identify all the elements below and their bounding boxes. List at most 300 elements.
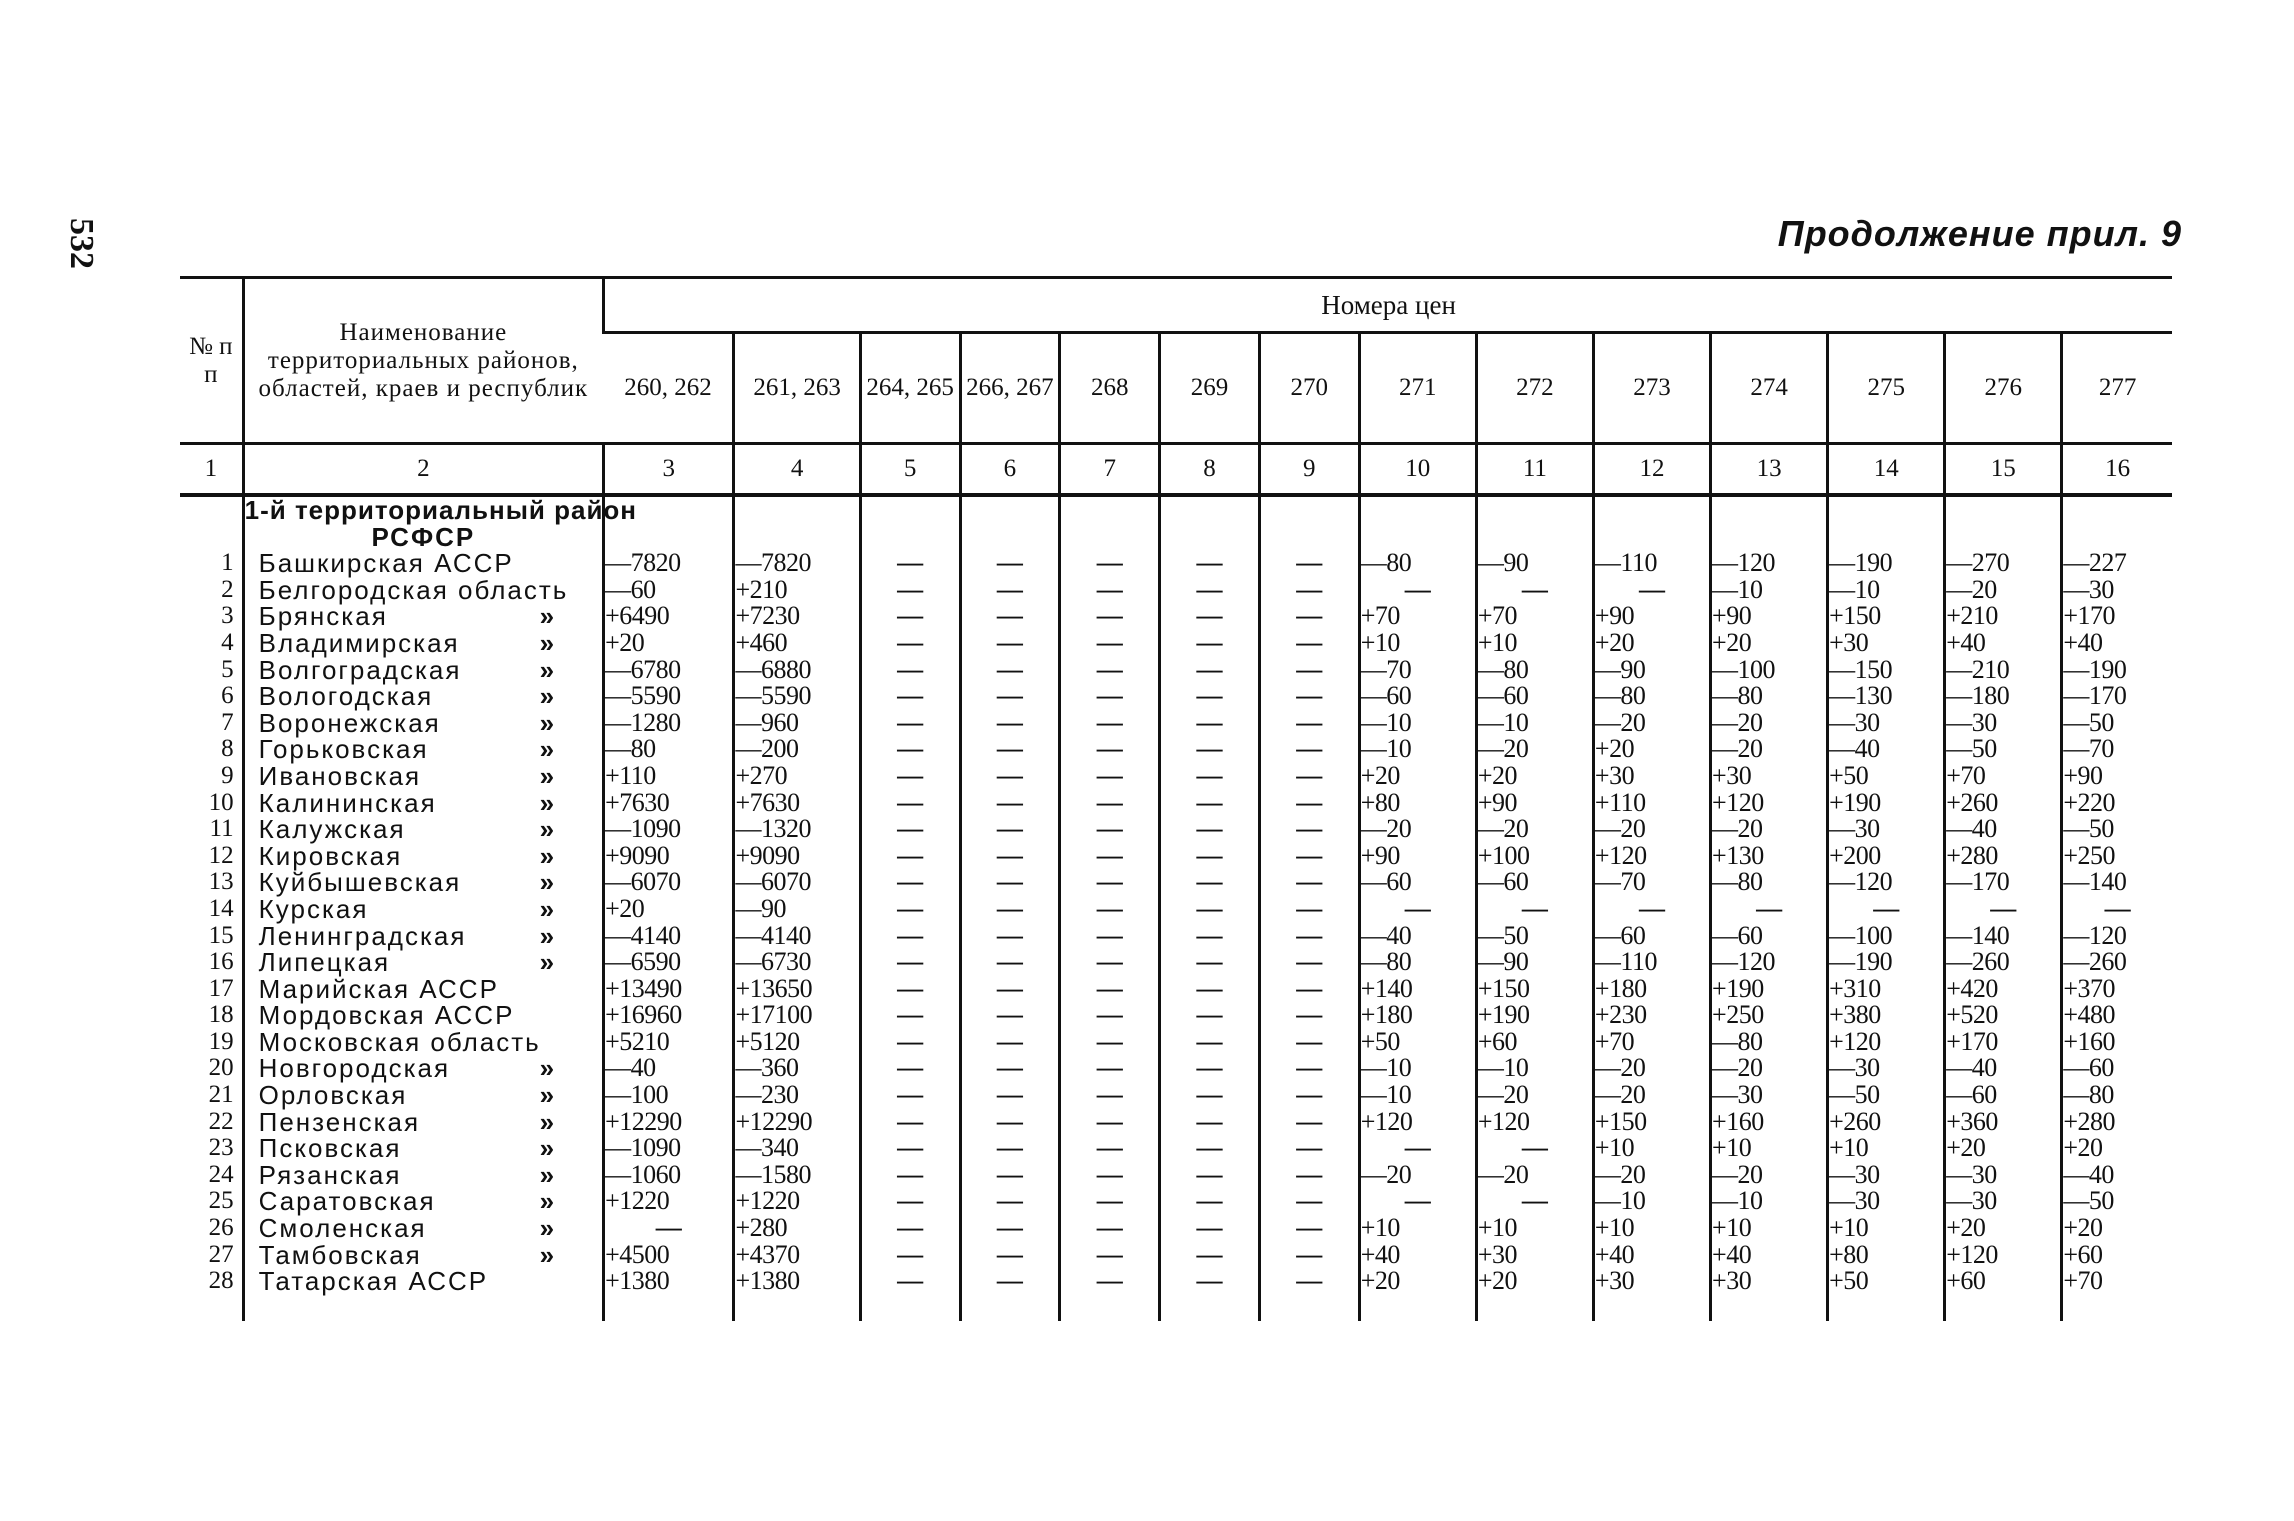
ditto-mark: » [539, 1159, 555, 1190]
territory-name-cell [243, 1002, 603, 1029]
price-value-cell: +4500 [604, 1242, 734, 1269]
price-value-cell: +70 [1593, 1029, 1710, 1056]
column-number-header: 4 [734, 444, 860, 496]
price-value-cell: +160 [2062, 1029, 2172, 1056]
price-value-cell: —80 [1711, 1029, 1828, 1056]
price-value-cell: +10 [1476, 630, 1593, 657]
territory-name: Тамбовская [258, 1239, 422, 1270]
price-value-cell: +310 [1828, 976, 1945, 1003]
ditto-mark: » [539, 734, 555, 765]
price-value-cell: — [1359, 896, 1476, 923]
price-value-cell: —170 [2062, 683, 2172, 710]
row-number: 10 [208, 788, 234, 816]
territory-name: Рязанская [258, 1159, 402, 1190]
price-value-cell: —80 [604, 736, 734, 763]
price-value-cell: — [1060, 710, 1160, 737]
price-value-cell: — [1160, 683, 1260, 710]
price-value-cell: —1090 [604, 816, 734, 843]
price-value-cell: — [1945, 896, 2062, 923]
price-value-cell: — [1160, 843, 1260, 870]
price-value-cell: — [1259, 896, 1359, 923]
price-value-cell: +40 [1711, 1242, 1828, 1269]
price-value-cell: — [1259, 603, 1359, 630]
price-value-cell: +10 [1828, 1215, 1945, 1242]
price-value-cell: — [860, 1082, 960, 1109]
table-row [180, 1162, 2172, 1189]
price-value-cell: — [1476, 1188, 1593, 1215]
price-value-cell: — [960, 1162, 1060, 1189]
price-value-cell: —50 [1828, 1082, 1945, 1109]
price-code-header: 276 [1945, 333, 2062, 444]
price-code-header: 261, 263 [734, 333, 860, 444]
row-number: 1 [221, 549, 234, 577]
table-row [180, 790, 2172, 817]
price-value-cell: —40 [1945, 1055, 2062, 1082]
price-value-cell: — [1160, 603, 1260, 630]
price-value-cell: — [1160, 1188, 1260, 1215]
price-value-cell: —1090 [604, 1135, 734, 1162]
row-number: 16 [208, 948, 234, 976]
price-value-cell: +9090 [604, 843, 734, 870]
price-value-cell: —60 [1359, 869, 1476, 896]
price-value-cell: — [1259, 843, 1359, 870]
price-value-cell: — [1160, 790, 1260, 817]
column-number-header: 1 [180, 444, 243, 496]
table-row [180, 976, 2172, 1003]
price-numbers-header: Номера цен [604, 278, 2172, 333]
territory-name: Ивановская [258, 760, 422, 791]
territory-name-cell [243, 816, 603, 843]
price-code-header: 272 [1476, 333, 1593, 444]
row-number: 22 [208, 1107, 234, 1135]
price-code-header: 260, 262 [604, 333, 734, 444]
row-number: 25 [208, 1187, 234, 1215]
territory-name-cell [243, 603, 603, 630]
price-value-cell: — [1259, 657, 1359, 684]
price-value-cell: — [1160, 1215, 1260, 1242]
territory-name-cell [243, 574, 603, 605]
column-number-header: 13 [1711, 444, 1828, 496]
price-code-header: 266, 267 [960, 333, 1060, 444]
row-number: 19 [208, 1027, 234, 1055]
price-value-cell: —4140 [734, 923, 860, 950]
price-value-cell: —110 [1593, 949, 1710, 976]
price-value-cell: — [860, 1242, 960, 1269]
price-value-cell: +150 [1476, 976, 1593, 1003]
price-value-cell: +4370 [734, 1242, 860, 1269]
territory-name-cell [243, 893, 603, 924]
price-value-cell: — [960, 1268, 1060, 1295]
price-value-cell: — [960, 763, 1060, 790]
ditto-mark: » [539, 707, 555, 738]
price-value-cell: +1220 [734, 1188, 860, 1215]
price-value-cell: +480 [2062, 1002, 2172, 1029]
ditto-mark: » [539, 1080, 555, 1111]
price-value-cell: +20 [1945, 1135, 2062, 1162]
column-number-header: 3 [604, 444, 734, 496]
row-number: 2 [221, 575, 234, 603]
row-number: 11 [209, 815, 234, 843]
price-value-cell: +30 [1593, 763, 1710, 790]
price-value-cell: — [1259, 630, 1359, 657]
price-value-cell: — [1060, 577, 1160, 604]
price-value-cell: +40 [2062, 630, 2172, 657]
price-value-cell: —30 [1828, 710, 1945, 737]
territory-name-cell [243, 627, 603, 658]
price-value-cell: +40 [1945, 630, 2062, 657]
price-value-cell: —960 [734, 710, 860, 737]
price-value-cell: — [1259, 1188, 1359, 1215]
price-value-cell: —1580 [734, 1162, 860, 1189]
price-value-cell: —6780 [604, 657, 734, 684]
price-value-cell: — [860, 763, 960, 790]
price-value-cell: — [960, 896, 1060, 923]
row-number: 21 [208, 1081, 234, 1109]
price-value-cell: +80 [1828, 1242, 1945, 1269]
price-value-cell: +30 [1828, 630, 1945, 657]
price-value-cell: — [1259, 949, 1359, 976]
price-value-cell: —50 [1476, 923, 1593, 950]
territory-name-cell [243, 1055, 603, 1082]
territory-name: Вологодская [258, 681, 434, 712]
price-value-cell: +60 [1945, 1268, 2062, 1295]
price-value-cell: —10 [1476, 710, 1593, 737]
ditto-mark: » [539, 867, 555, 898]
price-value-cell: — [960, 1109, 1060, 1136]
row-number: 23 [208, 1134, 234, 1162]
row-number: 3 [221, 602, 234, 630]
price-value-cell: — [1259, 1082, 1359, 1109]
price-value-cell: — [960, 1215, 1060, 1242]
price-value-cell: — [860, 869, 960, 896]
price-value-cell: —40 [1828, 736, 1945, 763]
price-value-cell: — [1160, 1029, 1260, 1056]
price-value-cell: — [1259, 816, 1359, 843]
ditto-mark: » [539, 947, 555, 978]
price-value-cell: — [860, 683, 960, 710]
price-value-cell: +100 [1476, 843, 1593, 870]
price-value-cell: — [1160, 763, 1260, 790]
price-value-cell: —120 [2062, 923, 2172, 950]
price-value-cell: —10 [1359, 1082, 1476, 1109]
price-value-cell: +270 [734, 763, 860, 790]
row-number: 14 [208, 894, 234, 922]
price-value-cell: +170 [1945, 1029, 2062, 1056]
price-value-cell: — [1160, 736, 1260, 763]
price-value-cell: —6730 [734, 949, 860, 976]
row-number: 7 [221, 708, 234, 736]
territory-name-cell [243, 787, 603, 818]
price-value-cell: — [860, 816, 960, 843]
ditto-mark: » [539, 920, 555, 951]
table-body [180, 495, 2172, 1321]
price-value-cell: —100 [604, 1082, 734, 1109]
column-number-header: 12 [1593, 444, 1710, 496]
table-row [180, 843, 2172, 870]
price-value-cell: —20 [1711, 710, 1828, 737]
price-code-header: 271 [1359, 333, 1476, 444]
table-row [180, 683, 2172, 710]
price-value-cell: —260 [1945, 949, 2062, 976]
territory-name: Новгородская [258, 1053, 451, 1084]
price-value-cell: — [1060, 1162, 1160, 1189]
price-code-header: 275 [1828, 333, 1945, 444]
price-value-cell: —50 [2062, 710, 2172, 737]
price-value-cell: — [960, 550, 1060, 577]
price-value-cell: — [960, 816, 1060, 843]
price-value-cell: +60 [2062, 1242, 2172, 1269]
price-value-cell: — [960, 603, 1060, 630]
territory-name-cell [243, 1188, 603, 1215]
table-row [180, 1082, 2172, 1109]
price-value-cell: — [1160, 550, 1260, 577]
price-value-cell: — [1060, 1188, 1160, 1215]
price-value-cell: —20 [1476, 1082, 1593, 1109]
price-value-cell: +1220 [604, 1188, 734, 1215]
price-value-cell: +280 [1945, 843, 2062, 870]
price-value-cell: —10 [1828, 577, 1945, 604]
price-value-cell: — [1060, 603, 1160, 630]
price-value-cell: +50 [1828, 763, 1945, 790]
price-value-cell: —140 [1945, 923, 2062, 950]
territory-name-cell [243, 949, 603, 976]
row-number: 26 [208, 1214, 234, 1242]
price-value-cell: +190 [1828, 790, 1945, 817]
price-value-cell: —80 [1476, 657, 1593, 684]
territory-name: Волгоградская [258, 654, 462, 685]
territory-name: Орловская [258, 1080, 408, 1111]
price-value-cell: —10 [1359, 736, 1476, 763]
price-value-cell: — [860, 1162, 960, 1189]
price-value-cell: — [1160, 976, 1260, 1003]
price-code-header: 270 [1259, 333, 1359, 444]
price-value-cell: — [1476, 1135, 1593, 1162]
price-value-cell: —90 [1476, 949, 1593, 976]
price-value-cell: —100 [1828, 923, 1945, 950]
row-number: 12 [208, 841, 234, 869]
table-row [180, 736, 2172, 763]
row-number: 18 [208, 1001, 234, 1029]
price-value-cell: — [860, 843, 960, 870]
price-value-cell: —70 [1359, 657, 1476, 684]
table-row [180, 1242, 2172, 1269]
row-number: 9 [221, 761, 234, 789]
ditto-mark: » [539, 1186, 555, 1217]
price-value-cell: —6590 [604, 949, 734, 976]
price-value-cell: +80 [1359, 790, 1476, 817]
price-value-cell: —7820 [734, 550, 860, 577]
price-value-cell: —4140 [604, 923, 734, 950]
territory-name-header: Наименование территориальных районов, областей, краев и республик [243, 278, 603, 444]
price-value-cell: — [860, 1109, 960, 1136]
price-value-cell: —10 [1359, 710, 1476, 737]
price-value-cell: —200 [734, 736, 860, 763]
price-value-cell: — [960, 1002, 1060, 1029]
territory-name-cell [243, 840, 603, 871]
price-value-cell: +20 [2062, 1135, 2172, 1162]
price-value-cell: — [1593, 896, 1710, 923]
price-value-cell: +130 [1711, 843, 1828, 870]
price-value-cell: — [860, 1215, 960, 1242]
price-value-cell: —5590 [734, 683, 860, 710]
price-value-cell: —20 [1593, 1055, 1710, 1082]
price-value-cell: — [1060, 869, 1160, 896]
price-value-cell: +20 [1476, 763, 1593, 790]
price-value-cell: +20 [1711, 630, 1828, 657]
territory-name: Калининская [258, 787, 437, 818]
price-value-cell: —140 [2062, 869, 2172, 896]
price-value-cell: +90 [1359, 843, 1476, 870]
price-value-cell: — [2062, 896, 2172, 923]
section-subtitle-row [180, 524, 2172, 551]
price-value-cell: —80 [1711, 869, 1828, 896]
price-value-cell: —60 [1476, 869, 1593, 896]
price-value-cell: +10 [1593, 1215, 1710, 1242]
price-value-cell: — [960, 710, 1060, 737]
row-number: 20 [208, 1054, 234, 1082]
territory-name: Смоленская [258, 1213, 427, 1244]
price-value-cell: —60 [1476, 683, 1593, 710]
price-value-cell: — [1160, 1162, 1260, 1189]
price-value-cell: — [1259, 1162, 1359, 1189]
territory-name: Марийская АССР [258, 973, 499, 1004]
territory-name: Псковская [258, 1133, 402, 1164]
price-value-cell: —100 [1711, 657, 1828, 684]
price-value-cell: — [960, 949, 1060, 976]
price-value-cell: — [1259, 869, 1359, 896]
price-value-cell: — [1060, 550, 1160, 577]
price-value-cell: —10 [1476, 1055, 1593, 1082]
price-value-cell: — [1060, 683, 1160, 710]
price-value-cell: —70 [2062, 736, 2172, 763]
price-value-cell: +120 [1476, 1109, 1593, 1136]
price-value-cell: —20 [1593, 710, 1710, 737]
table-row [180, 869, 2172, 896]
price-value-cell: +160 [1711, 1109, 1828, 1136]
price-value-cell: +17100 [734, 1002, 860, 1029]
price-value-cell: +20 [604, 896, 734, 923]
column-number-header: 9 [1259, 444, 1359, 496]
price-value-cell: — [1259, 1002, 1359, 1029]
price-value-cell: —60 [2062, 1055, 2172, 1082]
price-value-cell: —130 [1828, 683, 1945, 710]
ditto-mark: » [539, 681, 555, 712]
price-code-header: 269 [1160, 333, 1260, 444]
territory-name: Мордовская АССР [258, 1000, 515, 1031]
price-value-cell: +20 [1476, 1268, 1593, 1295]
price-value-cell: — [1060, 763, 1160, 790]
price-value-cell: — [1160, 869, 1260, 896]
price-value-cell: +30 [1711, 763, 1828, 790]
price-value-cell: — [1060, 630, 1160, 657]
ditto-mark: » [539, 1053, 555, 1084]
row-number: 27 [208, 1240, 234, 1268]
price-value-cell: — [1259, 1029, 1359, 1056]
price-value-cell: +12290 [604, 1109, 734, 1136]
price-value-cell: —20 [1945, 577, 2062, 604]
price-value-cell: — [1160, 1055, 1260, 1082]
price-value-cell: — [860, 1268, 960, 1295]
territory-name-cell [243, 1026, 603, 1057]
price-value-cell: —20 [1476, 1162, 1593, 1189]
price-value-cell: —20 [1711, 1162, 1828, 1189]
ditto-mark: » [539, 654, 555, 685]
ditto-mark: » [539, 627, 555, 658]
price-value-cell: — [1359, 1188, 1476, 1215]
price-value-cell: +10 [1711, 1215, 1828, 1242]
price-value-cell: — [1359, 1135, 1476, 1162]
row-number: 13 [208, 868, 234, 896]
territory-name: Куйбышевская [258, 867, 462, 898]
price-value-cell: +380 [1828, 1002, 1945, 1029]
table-row [180, 630, 2172, 657]
price-value-cell: +260 [1828, 1109, 1945, 1136]
price-value-cell: — [1160, 1268, 1260, 1295]
territory-name: Курская [258, 893, 369, 924]
price-value-cell: —20 [1593, 816, 1710, 843]
table-row [180, 1029, 2172, 1056]
price-value-cell: +90 [1476, 790, 1593, 817]
price-value-cell: +1380 [604, 1268, 734, 1295]
price-value-cell: — [860, 976, 960, 1003]
price-value-cell: —40 [1359, 923, 1476, 950]
price-value-cell: +280 [2062, 1109, 2172, 1136]
territory-name-cell [243, 1082, 603, 1109]
price-value-cell: — [960, 976, 1060, 1003]
price-value-cell: —1320 [734, 816, 860, 843]
price-value-cell: —50 [2062, 1188, 2172, 1215]
column-numbers-row [180, 444, 2172, 496]
price-value-cell: — [1160, 816, 1260, 843]
price-value-cell: +13650 [734, 976, 860, 1003]
price-value-cell: —227 [2062, 550, 2172, 577]
price-value-cell: — [1259, 577, 1359, 604]
price-value-cell: +190 [1476, 1002, 1593, 1029]
price-value-cell: — [860, 1188, 960, 1215]
price-value-cell: +260 [1945, 790, 2062, 817]
price-value-cell: — [1476, 577, 1593, 604]
price-value-cell: — [960, 843, 1060, 870]
price-value-cell: —7820 [604, 550, 734, 577]
price-value-cell: —30 [1945, 710, 2062, 737]
table-row [180, 1055, 2172, 1082]
price-value-cell: — [1060, 923, 1160, 950]
price-value-cell: —360 [734, 1055, 860, 1082]
price-value-cell: — [1160, 923, 1260, 950]
territory-name: Башкирская АССР [258, 548, 514, 579]
price-value-cell: — [1060, 1109, 1160, 1136]
row-number-header: № п п [180, 278, 243, 444]
ditto-mark: » [539, 814, 555, 845]
table-row [180, 1002, 2172, 1029]
price-value-cell: — [1359, 577, 1476, 604]
price-value-cell: +180 [1593, 976, 1710, 1003]
price-value-cell: —50 [1945, 736, 2062, 763]
price-value-cell: —90 [734, 896, 860, 923]
price-value-cell: +70 [2062, 1268, 2172, 1295]
price-value-cell: —20 [1476, 816, 1593, 843]
price-value-cell: +10 [1359, 630, 1476, 657]
price-value-cell: —90 [1593, 657, 1710, 684]
section-title: 1-й территориальный район [244, 495, 638, 525]
territory-name: Ленинградская [258, 920, 467, 951]
price-value-cell: —6070 [734, 869, 860, 896]
price-value-cell: —1280 [604, 710, 734, 737]
territory-name-cell [243, 1239, 603, 1270]
territory-name-cell [243, 1268, 603, 1295]
price-value-cell: —20 [1711, 736, 1828, 763]
territory-name-cell [243, 760, 603, 791]
